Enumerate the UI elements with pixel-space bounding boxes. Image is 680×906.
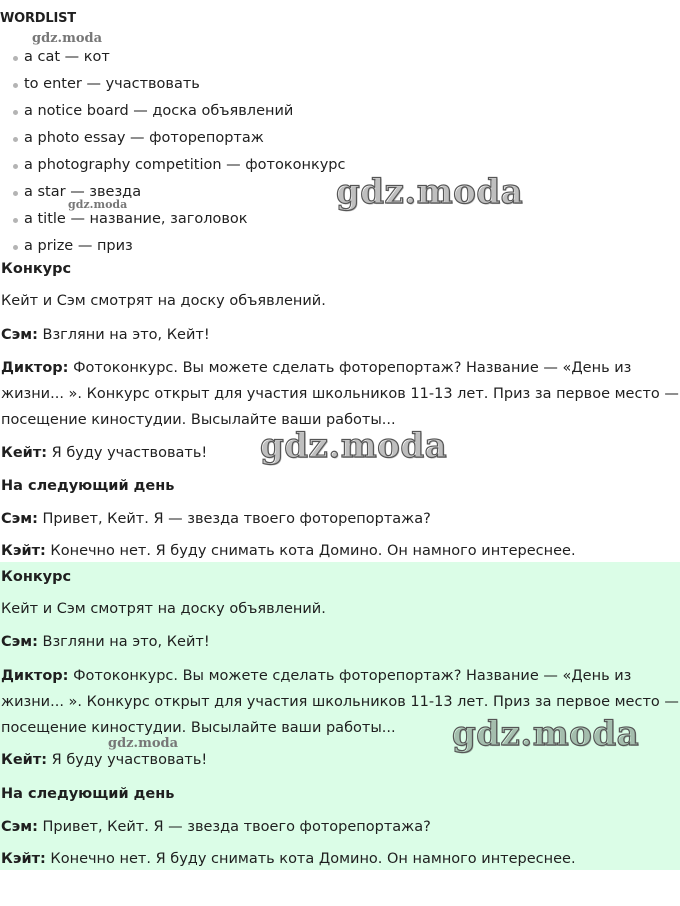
dialogue-line [0,538,679,564]
line-text: Привет, Кейт. Я — звезда твоего фоторепортажа? [37,511,431,527]
list-item [0,98,680,125]
list-item [0,71,680,98]
line-text: Я буду участвовать! [47,445,208,461]
line-text: Конечно нет. Я буду снимать кота Домино. Он намного интереснее. [45,543,576,559]
narration: Кейт и Сэм смотрят на доску объявлений. [1,601,326,617]
wordlist-entry: a star — звезда [24,184,142,200]
wordlist-entry: a cat — кот [24,49,110,65]
line-text: Взгляни на это, Кейт! [37,634,210,650]
bullet-icon [13,164,18,169]
narration: Кейт и Сэм смотрят на доску объявлений. [1,293,326,309]
wordlist-entry: a notice board — доска объявлений [24,103,294,119]
line-text: Взгляни на это, Кейт! [37,327,210,343]
bullet-icon [13,56,18,61]
wordlist-entry: a photo essay — фоторепортаж [24,130,264,146]
wordlist-entry: a prize — приз [24,238,133,254]
wordlist [0,44,680,260]
dialogue-section [0,256,680,562]
speaker-name: Диктор: [1,668,69,684]
list-item [0,125,680,152]
speaker-name: Сэм: [1,511,38,527]
line-text: Фотоконкурс. Вы можете сделать фоторепортаж? Название — «День из жизни... ». Конкурс открыт для участия школьников 11-13 лет. Приз за первое место — посещение киностудии. Высылайте ваши работы... [1,668,679,736]
dialogue-line [0,629,679,655]
watermark: gdz.moda [452,714,640,754]
line-text: Фотоконкурс. Вы можете сделать фоторепортаж? Название — «День из жизни... ». Конкурс открыт для участия школьников 11-13 лет. Приз за первое место — посещение киностудии. Высылайте ваши работы... [1,360,679,428]
section-heading: Конкурс [1,261,72,277]
list-item [0,44,680,71]
watermark: gdz.moda [108,736,179,751]
wordlist-entry: to enter — участвовать [24,76,200,92]
watermark: gdz.moda [68,198,128,211]
dialogue-line [0,814,679,840]
speaker-name: Кэйт: [1,543,46,559]
dialogue-line [0,846,679,872]
dialogue-line [0,322,679,348]
subheading: На следующий день [1,478,175,494]
dialogue-line [0,506,679,532]
bullet-icon [13,137,18,142]
speaker-name: Кейт: [1,752,48,768]
section-heading: Конкурс [1,569,72,585]
wordlist-entry: a title — название, заголовок [24,211,248,227]
speaker-name: Диктор: [1,360,69,376]
watermark: gdz.moda [336,172,524,212]
watermark: gdz.moda [32,31,103,46]
bullet-icon [13,110,18,115]
bullet-icon [13,83,18,88]
speaker-name: Сэм: [1,327,38,343]
line-text: Конечно нет. Я буду снимать кота Домино. Он намного интереснее. [45,851,576,867]
speaker-name: Кэйт: [1,851,46,867]
line-text: Привет, Кейт. Я — звезда твоего фоторепортажа? [37,819,431,835]
speaker-name: Сэм: [1,819,38,835]
speaker-name: Сэм: [1,634,38,650]
line-text: Я буду участвовать! [47,752,208,768]
speaker-name: Кейт: [1,445,48,461]
bullet-icon [13,218,18,223]
watermark: gdz.moda [260,426,448,466]
wordlist-title: WORDLIST [0,11,76,26]
bullet-icon [13,245,18,250]
bullet-icon [13,191,18,196]
wordlist-entry: a photography competition — фотоконкурс [24,157,346,173]
dialogue-line [0,355,679,433]
subheading: На следующий день [1,786,175,802]
